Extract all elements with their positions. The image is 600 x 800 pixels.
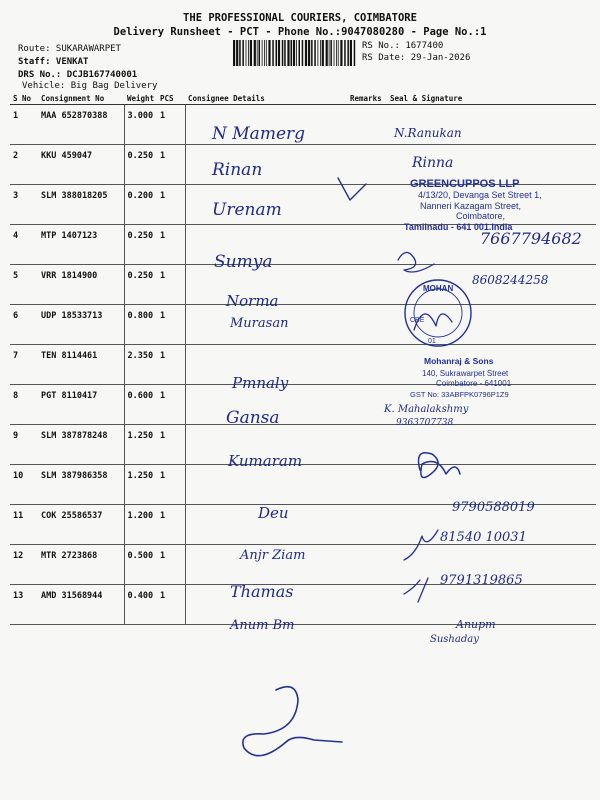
seal-note-phone-6: 9791319865 — [440, 573, 523, 588]
round-seal-icon — [405, 280, 471, 346]
final-signature-icon — [243, 687, 342, 756]
cell-sno: 11 — [10, 505, 38, 545]
cell-weight: 2.350 — [124, 345, 157, 385]
cell-consignment: COK 25586537 — [38, 505, 124, 545]
cell-sno: 1 — [10, 105, 38, 145]
cell-consignment: KKU 459047 — [38, 145, 124, 185]
handwritten-consignee-1: N Mamerg — [212, 124, 306, 144]
seal-note-phone-2: 8608244258 — [472, 273, 549, 287]
rs-date: RS Date: 29-Jan-2026 — [362, 53, 471, 63]
signature-slash-11 — [404, 530, 438, 560]
round-stamp-mid: CBE — [410, 317, 425, 324]
col-consignment: Consignment No — [38, 92, 124, 105]
cell-sno: 6 — [10, 305, 38, 345]
cell-weight: 0.250 — [124, 265, 157, 305]
cell-pcs: 1 — [157, 185, 185, 225]
cell-pcs: 1 — [157, 145, 185, 185]
cell-consignment: MAA 652870388 — [38, 105, 124, 145]
company-title: THE PROFESSIONAL COURIERS, COIMBATORE — [183, 12, 417, 24]
col-remarks: Remarks — [347, 92, 387, 105]
cell-sno: 3 — [10, 185, 38, 225]
cell-pcs: 1 — [157, 585, 185, 625]
greencuppos-stamp-line1: 4/13/20, Devanga Set Street 1, — [418, 190, 542, 200]
cell-weight: 0.500 — [124, 545, 157, 585]
cell-weight: 3.000 — [124, 105, 157, 145]
cell-weight: 0.250 — [124, 145, 157, 185]
staff-label: Staff: VENKAT — [18, 57, 89, 67]
mohanraj-stamp-line2: Coimbatore - 641001 — [436, 379, 512, 388]
seal-note-phone-5: 81540 10031 — [440, 530, 527, 545]
cell-pcs: 1 — [157, 425, 185, 465]
cell-consignment: SLM 387878248 — [38, 425, 124, 465]
seal-note-1: N.Ranukan — [394, 126, 462, 140]
greencuppos-stamp-line3: Coimbatore, — [456, 211, 506, 221]
signature-slash-12 — [404, 578, 428, 602]
cell-consignment: TEN 8114461 — [38, 345, 124, 385]
rs-number: RS No.: 1677400 — [362, 41, 444, 51]
cell-pcs: 1 — [157, 305, 185, 345]
mohanraj-stamp-name: Mohanraj & Sons — [424, 356, 494, 366]
mohanraj-stamp-gst: GST No: 33ABFPK0796P1Z9 — [410, 390, 509, 399]
round-stamp-top: MOHAN — [423, 284, 454, 293]
greencuppos-stamp-line2: Nanneri Kazagam Street, — [420, 201, 522, 211]
handwritten-consignee-9: Kumaram — [228, 452, 303, 470]
cell-weight: 0.800 — [124, 305, 157, 345]
seal-note-phone-4: 9790588019 — [452, 500, 535, 515]
cell-weight: 1.200 — [124, 505, 157, 545]
cell-consignment: SLM 388018205 — [38, 185, 124, 225]
cell-sno: 7 — [10, 345, 38, 385]
handwritten-consignee-8: Gansa — [226, 408, 280, 428]
route-label: Route: SUKARAWARPET — [18, 44, 121, 54]
handwritten-consignee-4: Sumya — [214, 252, 273, 272]
cell-weight: 0.600 — [124, 385, 157, 425]
handwritten-consignee-5: Norma — [226, 292, 279, 310]
mohanraj-stamp-line1: 140, Sukrawarpet Street — [422, 369, 509, 378]
cell-sno: 4 — [10, 225, 38, 265]
seal-note-phone-3: 9363707738 — [396, 418, 454, 428]
greencuppos-stamp-line4: Tamilnadu - 641 001.India — [404, 222, 513, 232]
vehicle-label: Vehicle: Big Bag Delivery — [22, 81, 158, 91]
col-sno: S No — [10, 92, 38, 105]
signature-scribble-4 — [398, 252, 434, 272]
seal-note-phone-1: 7667794682 — [480, 229, 582, 248]
drs-label: DRS No.: DCJB167740001 — [18, 70, 138, 80]
cell-consignment: MTP 1407123 — [38, 225, 124, 265]
cell-weight: 0.250 — [124, 225, 157, 265]
cell-sno: 9 — [10, 425, 38, 465]
cell-pcs: 1 — [157, 225, 185, 265]
signature-loop-9 — [419, 453, 461, 478]
cell-sno: 13 — [10, 585, 38, 625]
cell-weight: 0.200 — [124, 185, 157, 225]
cell-consignment: UDP 18533713 — [38, 305, 124, 345]
signature-scribble-6 — [414, 314, 452, 330]
handwritten-consignee-6: Murasan — [230, 316, 289, 331]
handwritten-consignee-10: Deu — [258, 504, 289, 522]
cell-consignment: PGT 8110417 — [38, 385, 124, 425]
col-pcs: PCS — [157, 92, 185, 105]
cell-weight: 1.250 — [124, 425, 157, 465]
seal-note-name: K. Mahalakshmy — [384, 404, 469, 415]
cell-consignment: SLM 387986358 — [38, 465, 124, 505]
cell-pcs: 1 — [157, 345, 185, 385]
handwritten-consignee-2: Rinan — [212, 160, 263, 180]
cell-consignment: MTR 2723868 — [38, 545, 124, 585]
handwritten-consignee-3: Urenam — [212, 200, 282, 220]
cell-pcs: 1 — [157, 105, 185, 145]
col-consignee: Consignee Details — [185, 92, 347, 105]
cell-sno: 2 — [10, 145, 38, 185]
cell-consignment: AMD 31568944 — [38, 585, 124, 625]
cell-weight: 0.400 — [124, 585, 157, 625]
cell-sno: 10 — [10, 465, 38, 505]
handwritten-consignee-12: Thamas — [230, 582, 294, 601]
runsheet-subtitle: Delivery Runsheet - PCT - Phone No.:9047080280 - Page No.:1 — [113, 26, 487, 38]
cell-weight: 1.250 — [124, 465, 157, 505]
seal-note-sign-1: Anupm — [456, 618, 496, 631]
col-seal: Seal & Signature — [387, 92, 596, 105]
round-stamp-bottom: 01 — [428, 338, 436, 345]
tick-mark-icon — [338, 178, 366, 200]
greencuppos-stamp-name: GREENCUPPOS LLP — [410, 178, 520, 190]
cell-pcs: 1 — [157, 545, 185, 585]
cell-sno: 5 — [10, 265, 38, 305]
handwritten-consignee-13: Anum Bm — [230, 618, 295, 633]
cell-pcs: 1 — [157, 265, 185, 305]
cell-pcs: 1 — [157, 465, 185, 505]
cell-sno: 8 — [10, 385, 38, 425]
cell-consignment: VRR 1814900 — [38, 265, 124, 305]
cell-pcs: 1 — [157, 385, 185, 425]
seal-note-sign-2: Sushaday — [430, 634, 479, 645]
col-weight: Weight — [124, 92, 157, 105]
cell-pcs: 1 — [157, 505, 185, 545]
seal-note-2: Rinna — [412, 155, 454, 171]
handwritten-consignee-11: Anjr Ziam — [240, 548, 306, 563]
handwritten-consignee-7: Pmnaly — [232, 374, 289, 392]
cell-sno: 12 — [10, 545, 38, 585]
